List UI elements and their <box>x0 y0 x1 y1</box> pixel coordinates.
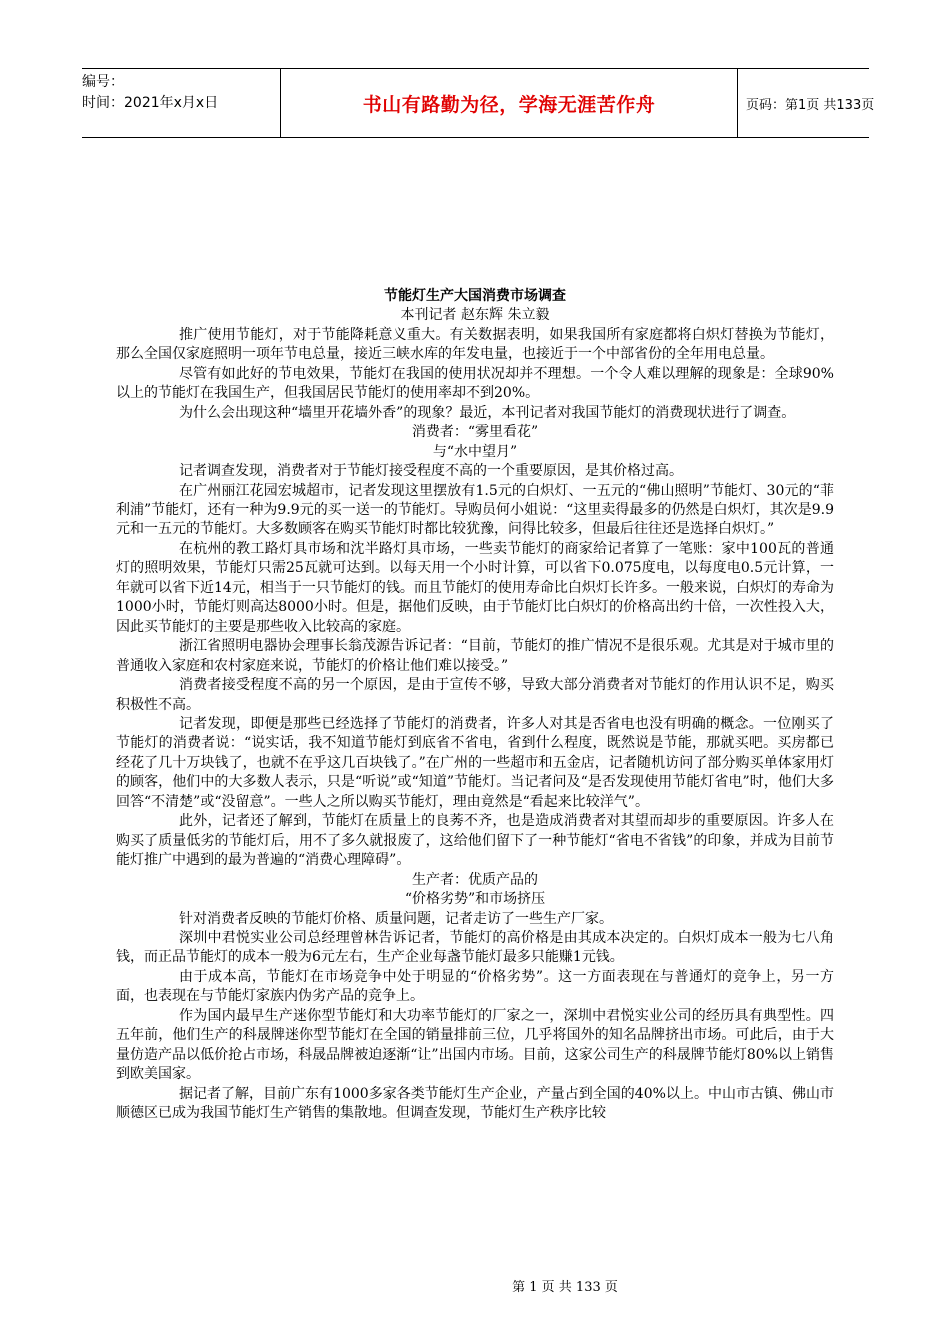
paragraph: 为什么会出现这种“墙里开花墙外香”的现象？最近，本刊记者对我国节能灯的消费现状进行了调查。 <box>179 404 796 421</box>
paragraph: 深圳中君悦实业公司总经理曾林告诉记者，节能灯的高价格是由其成本决定的。白炽灯成本一般为七八角钱，而正品节能灯的成本一般为6元左右，生产企业每盏节能灯最多只能赚1元钱。 <box>116 929 834 966</box>
document-number-label: 编号： <box>82 74 124 90</box>
paragraph: 浙江省照明电器协会理事长翁茂源告诉记者：“目前，节能灯的推广情况不是很乐观。尤其是对于城市里的普通收入家庭和农村家庭来说，节能灯的价格让他们难以接受。” <box>116 638 834 674</box>
section-subheading: “价格劣势”和市场挤压 <box>404 891 546 908</box>
paragraph: 尽管有如此好的节电效果，节能灯在我国的使用状况却并不理想。一个令人难以理解的现象是：全球90%以上的节能灯在我国生产，但我国居民节能灯的使用率却不到20%。 <box>116 365 834 402</box>
page-header <box>82 68 875 138</box>
paragraph: 由于成本高，节能灯在市场竞争中处于明显的“价格劣势”。这一方面表现在与普通灯的竞争上，另一方面，也表现在与节能灯家族内伪劣产品的竞争上。 <box>116 968 834 1005</box>
document-time-label: 时间：2021年x月x日 <box>82 95 219 111</box>
article-title: 节能灯生产大国消费市场调查 <box>384 288 566 304</box>
paragraph: 在广州丽江花园宏城超市，记者发现这里摆放有1.5元的白炽灯、一五元的“佛山照明”节能灯、30元的“菲利浦”节能灯，还有一种为9.9元的买一送一的节能灯。导购员何小姐说：“这里卖得最多的仍然是白炽灯，其次是9.9元和一五元的节能灯。大多数顾客在购买节能灯时都比较犹豫，问得比较多，但最后往往还是选择白炽灯。” <box>116 482 834 538</box>
paragraph: 针对消费者反映的节能灯价格、质量问题，记者走访了一些生产厂家。 <box>179 910 613 927</box>
header-motto: 书山有路勤为径，学海无涯苦作舟 <box>280 69 738 137</box>
paragraph: 记者调查发现，消费者对于节能灯接受程度不高的一个重要原因，是其价格过高。 <box>179 463 683 480</box>
paragraph: 此外，记者还了解到，节能灯在质量上的良莠不齐，也是造成消费者对其望而却步的重要原因。许多人在购买了质量低劣的节能灯后，用不了多久就报废了，这给他们留下了一种节能灯“省电不省钱”的印象，并成为目前节能灯推广中遇到的最为普遍的“消费心理障碍”。 <box>116 813 834 869</box>
paragraph: 推广使用节能灯，对于节能降耗意义重大。有关数据表明，如果我国所有家庭都将白炽灯替换为节能灯，那么全国仅家庭照明一项年节电总量，接近三峡水库的年发电量，也接近于一个中部省份的全年用电总量。 <box>116 326 834 363</box>
paragraph: 记者发现，即便是那些已经选择了节能灯的消费者，许多人对其是否省电也没有明确的概念。一位刚买了节能灯的消费者说：“说实话，我不知道节能灯到底省不省电，省到什么程度，既然说是节能，那就买吧。买房都已经花了几十万块钱了，也就不在乎这几百块钱了。”在广州的一些超市和五金店，记者随机访问了部分购买单体家用灯的顾客，他们中的大多数人表示，只是“听说”或“知道”节能灯。当记者问及“是否发现使用节能灯省电”时，他们大多回答“不清楚”或“没留意”。一些人之所以购买节能灯，理由竟然是“看起来比较洋气”。 <box>116 715 834 810</box>
article-body <box>116 287 834 1123</box>
paragraph: 作为国内最早生产迷你型节能灯和大功率节能灯的厂家之一，深圳中君悦实业公司的经历具有典型性。四五年前，他们生产的科晟牌迷你型节能灯在全国的销量排前三位，几乎将国外的知名品牌挤出市场。可此后，由于大量仿造产品以低价抢占市场，科晟品牌被迫逐渐“让”出国内市场。目前，这家公司生产的科晟牌节能灯80%以上销售到欧美国家。 <box>116 1007 834 1083</box>
paragraph: 在杭州的教工路灯具市场和沈半路灯具市场，一些卖节能灯的商家给记者算了一笔账：家中100瓦的普通灯的照明效果，节能灯只需25瓦就可达到。以每天用一个小时计算，可以省下0.075度电，以每度电0.5元计算，一年就可以省下近14元，相当于一只节能灯的钱。而且节能灯的使用寿命比白炽灯长许多。一般来说，白炽灯的寿命为1000小时，节能灯则高达8000小时。但是，据他们反映，由于节能灯比白炽灯的价格高出约十倍，一次性投入大，因此买节能灯的主要是那些收入比较高的家庭。 <box>116 540 834 635</box>
page-footer: 第 1 页 共 133 页 <box>512 1280 618 1295</box>
section-subheading: 与“水中望月” <box>432 443 518 460</box>
paragraph: 据记者了解，目前广东有1000多家各类节能灯生产企业，产量占到全国的40%以上。中山市古镇、佛山市顺德区已成为我国节能灯生产销售的集散地。但调查发现，节能灯生产秩序比较 <box>116 1085 834 1122</box>
header-page-info: 页码：第1页 共133页 <box>746 97 875 113</box>
article-byline: 本刊记者 赵东辉 朱立毅 <box>400 307 550 324</box>
paragraph: 消费者接受程度不高的另一个原因，是由于宣传不够，导致大部分消费者对节能灯的作用认识不足，购买积极性不高。 <box>116 677 834 713</box>
section-heading: 消费者：“雾里看花” <box>411 424 539 441</box>
section-heading: 生产者：优质产品的 <box>412 871 538 888</box>
header-meta <box>82 69 280 137</box>
